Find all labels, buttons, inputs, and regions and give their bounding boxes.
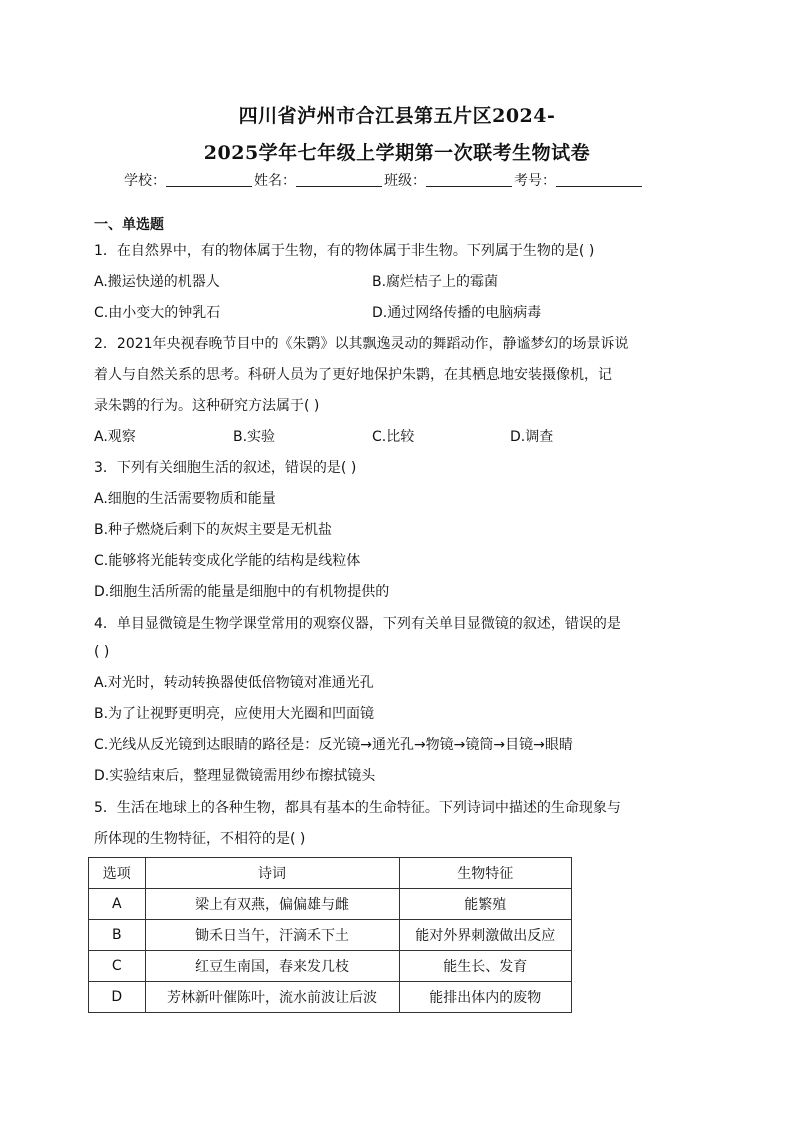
table-cell: 能繁殖 — [399, 889, 571, 920]
table-cell: 红豆生南国，春来发几枝 — [145, 951, 399, 982]
question-option: A.对光时，转动转换器使低倍物镜对准通光孔 — [94, 675, 374, 691]
student-info-row — [124, 170, 644, 190]
question-option: B.为了让视野更明亮，应使用大光圈和凹面镜 — [94, 706, 375, 722]
table-header-cell: 生物特征 — [399, 858, 571, 889]
table-header-cell: 选项 — [89, 858, 146, 889]
question-option: D.细胞生活所需的能量是细胞中的有机物提供的 — [94, 584, 390, 600]
section-title: 一、单选题 — [94, 217, 164, 233]
question-option: A.搬运快递的机器人 — [94, 274, 220, 290]
question-option: B.种子燃烧后剩下的灰烬主要是无机盐 — [94, 522, 333, 538]
table-cell: 芳林新叶催陈叶，流水前波让后波 — [145, 982, 399, 1013]
table-row — [89, 951, 572, 982]
table-header-row — [89, 858, 572, 889]
table-cell: 梁上有双燕，偏偏雄与雌 — [145, 889, 399, 920]
question-stem: 录朱鹮的行为。这种研究方法属于( ) — [94, 398, 320, 414]
class-blank[interactable] — [426, 172, 512, 187]
table-cell: 能生长、发育 — [399, 951, 571, 982]
name-blank[interactable] — [296, 172, 382, 187]
question-option: C.由小变大的钟乳石 — [94, 305, 221, 321]
question-option: D.调查 — [510, 429, 554, 445]
question-stem: 着人与自然关系的思考。科研人员为了更好地保护朱鹮，在其栖息地安装摄像机，记 — [94, 367, 612, 383]
class-label: 班级： — [384, 173, 426, 189]
table-header-cell: 诗词 — [145, 858, 399, 889]
question-option: B.实验 — [233, 429, 276, 445]
question-option: C.能够将光能转变成化学能的结构是线粒体 — [94, 553, 361, 569]
question-option: C.比较 — [372, 429, 415, 445]
exam-title-line-1: 四川省泸州市合江县第五片区2024- — [238, 105, 556, 127]
table-cell: D — [89, 982, 146, 1013]
question-stem: ( ) — [94, 644, 110, 660]
school-label: 学校： — [124, 173, 166, 189]
exam-no-blank[interactable] — [556, 172, 642, 187]
question-option: C.光线从反光镜到达眼睛的路径是：反光镜→通光孔→物镜→镜筒→目镜→眼睛 — [94, 737, 573, 753]
table-cell: 能对外界刺激做出反应 — [399, 920, 571, 951]
table-cell: A — [89, 889, 146, 920]
question-stem: 4．单目显微镜是生物学课堂常用的观察仪器，下列有关单目显微镜的叙述，错误的是 — [94, 616, 621, 632]
question-stem: 所体现的生物特征，不相符的是( ) — [94, 831, 306, 847]
exam-title-line-2: 2025学年七年级上学期第一次联考生物试卷 — [203, 142, 591, 164]
question-stem: 3．下列有关细胞生活的叙述，错误的是( ) — [94, 460, 357, 476]
question-option: D.实验结束后，整理显微镜需用纱布擦拭镜头 — [94, 768, 376, 784]
table-cell: C — [89, 951, 146, 982]
question-option: B.腐烂桔子上的霉菌 — [372, 274, 499, 290]
table-cell: 能排出体内的废物 — [399, 982, 571, 1013]
question-option: A.观察 — [94, 429, 136, 445]
question-option: D.通过网络传播的电脑病毒 — [372, 305, 542, 321]
name-label: 姓名： — [254, 173, 296, 189]
question-stem: 1．在自然界中，有的物体属于生物，有的物体属于非生物。下列属于生物的是( ) — [94, 243, 595, 259]
question-option: A.细胞的生活需要物质和能量 — [94, 491, 276, 507]
table-cell: B — [89, 920, 146, 951]
question-stem: 2．2021年央视春晚节目中的《朱鹮》以其飘逸灵动的舞蹈动作，静谧梦幻的场景诉说 — [94, 336, 629, 352]
table-row — [89, 889, 572, 920]
exam-no-label: 考号： — [514, 173, 556, 189]
table-row — [89, 982, 572, 1013]
school-blank[interactable] — [166, 172, 252, 187]
table-row — [89, 920, 572, 951]
question-stem: 5．生活在地球上的各种生物，都具有基本的生命特征。下列诗词中描述的生命现象与 — [94, 800, 621, 816]
table-cell: 锄禾日当午，汗滴禾下土 — [145, 920, 399, 951]
q5-table — [88, 857, 572, 1013]
